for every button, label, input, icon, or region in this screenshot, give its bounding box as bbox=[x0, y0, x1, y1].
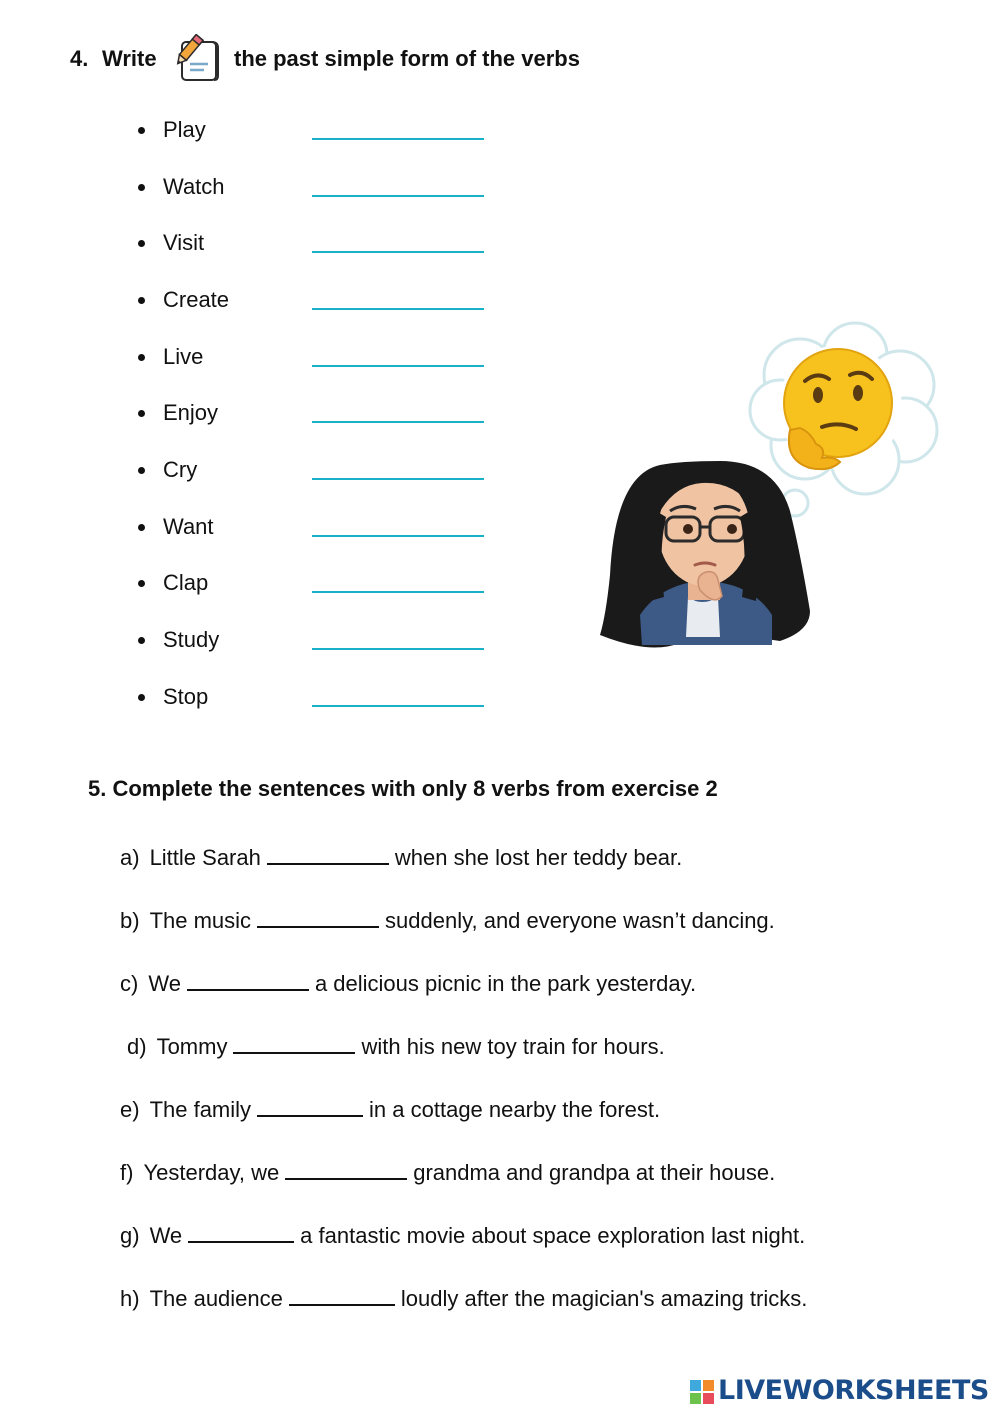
sentence-after: a fantastic movie about space exploration last night. bbox=[300, 1223, 806, 1248]
sentence-letter: c) bbox=[120, 971, 139, 996]
sentence-before: Tommy bbox=[156, 1034, 228, 1059]
sentence-g bbox=[120, 1221, 805, 1250]
sentence-letter: b) bbox=[120, 908, 140, 933]
sentence-d bbox=[127, 1032, 665, 1061]
blank-input[interactable] bbox=[188, 1221, 294, 1243]
answer-line-play[interactable] bbox=[312, 138, 484, 140]
blank-input[interactable] bbox=[267, 843, 389, 865]
sentence-letter: f) bbox=[120, 1160, 134, 1185]
verb-label: Play bbox=[163, 117, 206, 142]
bullet bbox=[138, 580, 145, 587]
list-item bbox=[135, 343, 495, 373]
sentence-before: Little Sarah bbox=[149, 845, 261, 870]
sentence-before: We bbox=[149, 1223, 183, 1248]
answer-line-clap[interactable] bbox=[312, 591, 484, 593]
sentence-f bbox=[120, 1158, 775, 1187]
verb-label: Visit bbox=[163, 230, 205, 255]
exercise-4-write-label: Write bbox=[102, 46, 157, 71]
sentence-before: The family bbox=[149, 1097, 252, 1122]
exercise-5-title: 5. Complete the sentences with only 8 verbs from exercise 2 bbox=[88, 776, 718, 801]
list-item bbox=[135, 683, 495, 713]
answer-line-live[interactable] bbox=[312, 365, 484, 367]
list-item bbox=[135, 286, 495, 316]
answer-line-create[interactable] bbox=[312, 308, 484, 310]
verb-label: Create bbox=[163, 287, 230, 312]
sentence-after: in a cottage nearby the forest. bbox=[369, 1097, 661, 1122]
sentence-letter: g) bbox=[120, 1223, 140, 1248]
sentence-b bbox=[120, 906, 775, 935]
bullet bbox=[138, 297, 145, 304]
logo-text: LIVEWORKSHEETS bbox=[718, 1375, 989, 1406]
sentence-after: with his new toy train for hours. bbox=[361, 1034, 665, 1059]
thinking-girl-illustration bbox=[600, 315, 945, 650]
bullet bbox=[138, 637, 145, 644]
sentence-after: grandma and grandpa at their house. bbox=[413, 1160, 776, 1185]
sentence-letter: a) bbox=[120, 845, 140, 870]
blank-input[interactable] bbox=[285, 1158, 407, 1180]
verb-label: Enjoy bbox=[163, 400, 219, 425]
verb-label: Cry bbox=[163, 457, 198, 482]
list-item bbox=[135, 173, 495, 203]
answer-line-watch[interactable] bbox=[312, 195, 484, 197]
sentence-after: suddenly, and everyone wasn’t dancing. bbox=[385, 908, 775, 933]
pencil-paper-icon bbox=[172, 34, 224, 84]
exercise-4-title: the past simple form of the verbs bbox=[234, 46, 580, 71]
verb-label: Clap bbox=[163, 570, 209, 595]
sentence-before: We bbox=[148, 971, 181, 996]
sentence-after: when she lost her teddy bear. bbox=[394, 845, 683, 870]
list-item bbox=[135, 116, 495, 146]
sentence-h bbox=[120, 1284, 807, 1313]
list-item bbox=[135, 229, 495, 259]
answer-line-want[interactable] bbox=[312, 535, 484, 537]
answer-line-cry[interactable] bbox=[312, 478, 484, 480]
verb-label: Watch bbox=[163, 174, 225, 199]
liveworksheets-logo bbox=[690, 1372, 990, 1412]
sentence-letter: h) bbox=[120, 1286, 140, 1311]
blank-input[interactable] bbox=[289, 1284, 395, 1306]
sentence-before: The audience bbox=[149, 1286, 283, 1311]
blank-input[interactable] bbox=[187, 969, 309, 991]
bullet bbox=[138, 127, 145, 134]
sentence-c bbox=[120, 969, 696, 998]
sentence-letter: e) bbox=[120, 1097, 140, 1122]
list-item bbox=[135, 456, 495, 486]
bullet bbox=[138, 410, 145, 417]
answer-line-stop[interactable] bbox=[312, 705, 484, 707]
sentence-before: The music bbox=[149, 908, 252, 933]
bullet bbox=[138, 240, 145, 247]
verb-label: Stop bbox=[163, 684, 209, 709]
verb-label: Study bbox=[163, 627, 220, 652]
bullet bbox=[138, 524, 145, 531]
bullet bbox=[138, 184, 145, 191]
sentence-e bbox=[120, 1095, 660, 1124]
blank-input[interactable] bbox=[257, 906, 379, 928]
sentence-after: loudly after the magician's amazing tricks. bbox=[400, 1286, 808, 1311]
sentence-after: a delicious picnic in the park yesterday. bbox=[314, 971, 697, 996]
liveworksheets-logo-icon bbox=[690, 1380, 714, 1404]
bullet bbox=[138, 467, 145, 474]
exercise-4-number: 4. bbox=[70, 46, 89, 71]
blank-input[interactable] bbox=[233, 1032, 355, 1054]
list-item bbox=[135, 569, 495, 599]
bullet bbox=[138, 694, 145, 701]
answer-line-study[interactable] bbox=[312, 648, 484, 650]
answer-line-enjoy[interactable] bbox=[312, 421, 484, 423]
verb-label: Want bbox=[163, 514, 214, 539]
sentence-before: Yesterday, we bbox=[143, 1160, 280, 1185]
list-item bbox=[135, 513, 495, 543]
blank-input[interactable] bbox=[257, 1095, 363, 1117]
answer-line-visit[interactable] bbox=[312, 251, 484, 253]
list-item bbox=[135, 399, 495, 429]
verb-label: Live bbox=[163, 344, 204, 369]
list-item bbox=[135, 626, 495, 656]
sentence-letter: d) bbox=[127, 1034, 147, 1059]
sentence-a bbox=[120, 843, 682, 872]
bullet bbox=[138, 354, 145, 361]
